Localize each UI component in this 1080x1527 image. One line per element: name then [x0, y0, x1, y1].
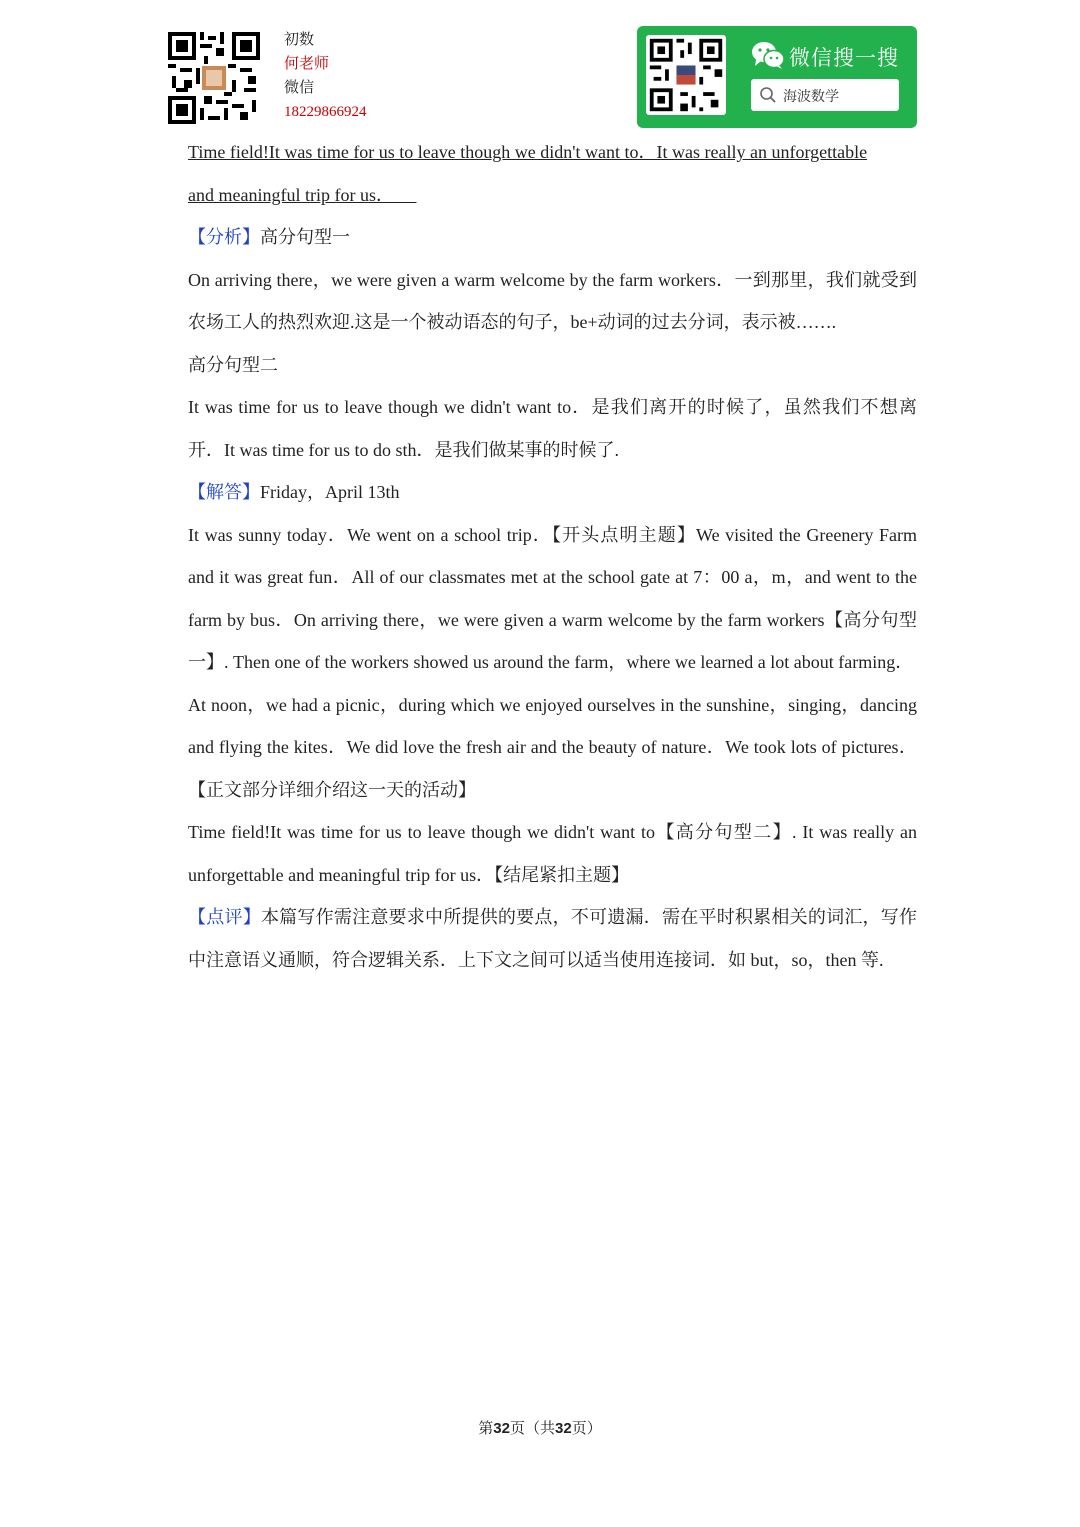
current-page: 32 [493, 1420, 510, 1437]
total-pages: 32 [555, 1420, 572, 1437]
comment-text: 本篇写作需注意要求中所提供的要点，不可遗漏．需在平时积累相关的词汇，写作中注意语义通顺，符合逻辑关系．上下文之间可以适当使用连接词．如 but，so，then 等. [188, 907, 918, 970]
answer-tag: 【解答】 [188, 482, 260, 502]
wechat-qr-code [646, 35, 726, 115]
essay-paragraph-2: At noon，we had a picnic，during which we enjoyed ourselves in the sunshine，singing，dancing and flying the kites．We did love the fresh air and the beauty of nature．We took lots of pictures．【正文部分详细介绍这一天的活动】 [188, 694, 917, 800]
paragraph-pattern-one: On arriving there，we were given a warm welcome by the farm workers．一到那里，我们就受到农场工人的热烈欢迎.这是一个被动语态的句子，be+动词的过去分词，表示被……. [188, 269, 917, 332]
wechat-search-field [751, 79, 899, 111]
pattern-two-title: 高分句型二 [188, 354, 278, 375]
answer-line-1: Time field!It was time for us to leave though we didn't want to．It was really an unforgettable [188, 142, 868, 162]
page-number-footer: 第32页（共32页） [478, 1420, 602, 1437]
teacher-qr-code [168, 32, 260, 124]
wechat-search-title: 微信搜一搜 [789, 46, 899, 70]
essay-paragraph-3: Time field!It was time for us to leave though we didn't want to【高分句型二】. It was really an unforgettable and meaningful trip for us．【结尾紧扣主题】 [188, 822, 917, 885]
teacher-contact [284, 28, 367, 124]
search-icon [759, 86, 777, 104]
wechat-logo-icon [751, 40, 785, 70]
contact-phone: 18229866924 [284, 104, 367, 120]
paragraph-pattern-two: It was time for us to leave though we didn't want to．是我们离开的时候了，虽然我们不想离开．It was time for us to do sth．是我们做某事的时候了. [188, 397, 917, 460]
answer-date: Friday，April 13th [260, 482, 400, 502]
analysis-heading [188, 216, 917, 259]
wechat-search-query: 海波数学 [783, 89, 839, 105]
analysis-title: 高分句型一 [260, 227, 350, 247]
document-body [188, 131, 917, 981]
comment-tag: 【点评】 [188, 907, 261, 927]
wechat-search-banner [637, 26, 917, 128]
analysis-tag: 【分析】 [188, 227, 260, 247]
comment-paragraph [188, 896, 917, 981]
contact-wechat-label: 微信 [284, 80, 315, 96]
contact-subject: 初数 [284, 32, 315, 48]
answer-heading [188, 471, 917, 514]
answer-line-2: and meaningful trip for us． [188, 184, 394, 205]
contact-teacher-name: 何老师 [284, 56, 330, 72]
essay-paragraph-1: It was sunny today．We went on a school trip．【开头点明主题】We visited the Greenery Farm and it was great fun．All of our classmates met at the school gate at 7：00 a，m，and went to the farm by bus．On arriving there，we were given a warm welcome by the farm workers【高分句型一】. Then one of the workers showed us around the farm，where we learned a lot about farming． [188, 524, 917, 672]
answer-underlined [188, 131, 917, 216]
